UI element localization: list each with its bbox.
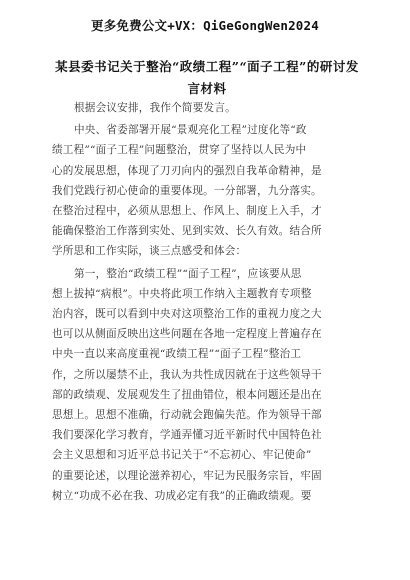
text-line: 树立“功成不必在我、功成必定有我”的正确政绩观。要 (52, 489, 312, 502)
text-line: 我们要深化学习教育，学通弄懂习近平新时代中国特色社 (52, 429, 322, 442)
text-line: 在整治过程中，必须从思想上、作风上、制度上入手，才 (52, 205, 322, 218)
text-line: 第一，整治“政绩工程”“面子工程”，应该要从思 (74, 267, 302, 280)
watermark-header: 更多免费公文+VX：QiGeGongWen2024 (91, 18, 319, 33)
text-line: 也可以从侧面反映出这些问题在各地一定程度上普遍存在 (52, 328, 322, 341)
document-title (52, 56, 362, 100)
paragraph-2 (52, 264, 362, 506)
text-line: 部的政绩观、发展观发生了扭曲错位，根本问题还是出在 (52, 388, 322, 401)
text-line: 中央、省委部署开展“景观亮化工程”过度化等“政 (74, 124, 307, 137)
text-line: 能确保整治工作落到实处、见到实效、长久有效。结合所 (52, 225, 322, 238)
text-line: 心的发展思想，体现了刀刃向内的强烈自我革命精神，是 (52, 164, 322, 177)
text-line: 会主义思想和习近平总书记关于“不忘初心、牢记使命” (52, 449, 312, 462)
text-line: 中央一直以来高度重视“政绩工程”“面子工程”整治工 (52, 348, 302, 361)
text-line: 的重要论述，以理论滋养初心，牢记为民服务宗旨，牢固 (52, 469, 322, 482)
text-line: 绩工程”“面子工程”问题整治，贯穿了坚持以人民为中 (52, 144, 307, 157)
text-line: 治内容，既可以看到中央对这项整治工作的重视力度之大 (52, 308, 322, 321)
title-line: 某县委书记关于整治“政绩工程”“面子工程”的研讨发 (55, 59, 359, 74)
text-line: 学所思和工作实际，谈三点感受和体会： (52, 245, 247, 258)
text-line: 作，之所以屡禁不止，我认为共性成因就在于这些领导干 (52, 368, 322, 381)
text-line: 思想上。思想不准确，行动就会跑偏失范。作为领导干部 (52, 409, 322, 422)
title-line: 言材料 (187, 81, 227, 96)
intro-paragraph: 根据会议安排，我作个简要发言。 (74, 102, 236, 114)
text-line: 想上拔掉“病根”。中央将此项工作纳入主题教育专项整 (52, 287, 312, 300)
text-line: 我们党践行初心使命的重要体现。一分部署，九分落实。 (52, 184, 322, 197)
document-body (52, 98, 362, 506)
paragraph-1 (52, 120, 362, 261)
